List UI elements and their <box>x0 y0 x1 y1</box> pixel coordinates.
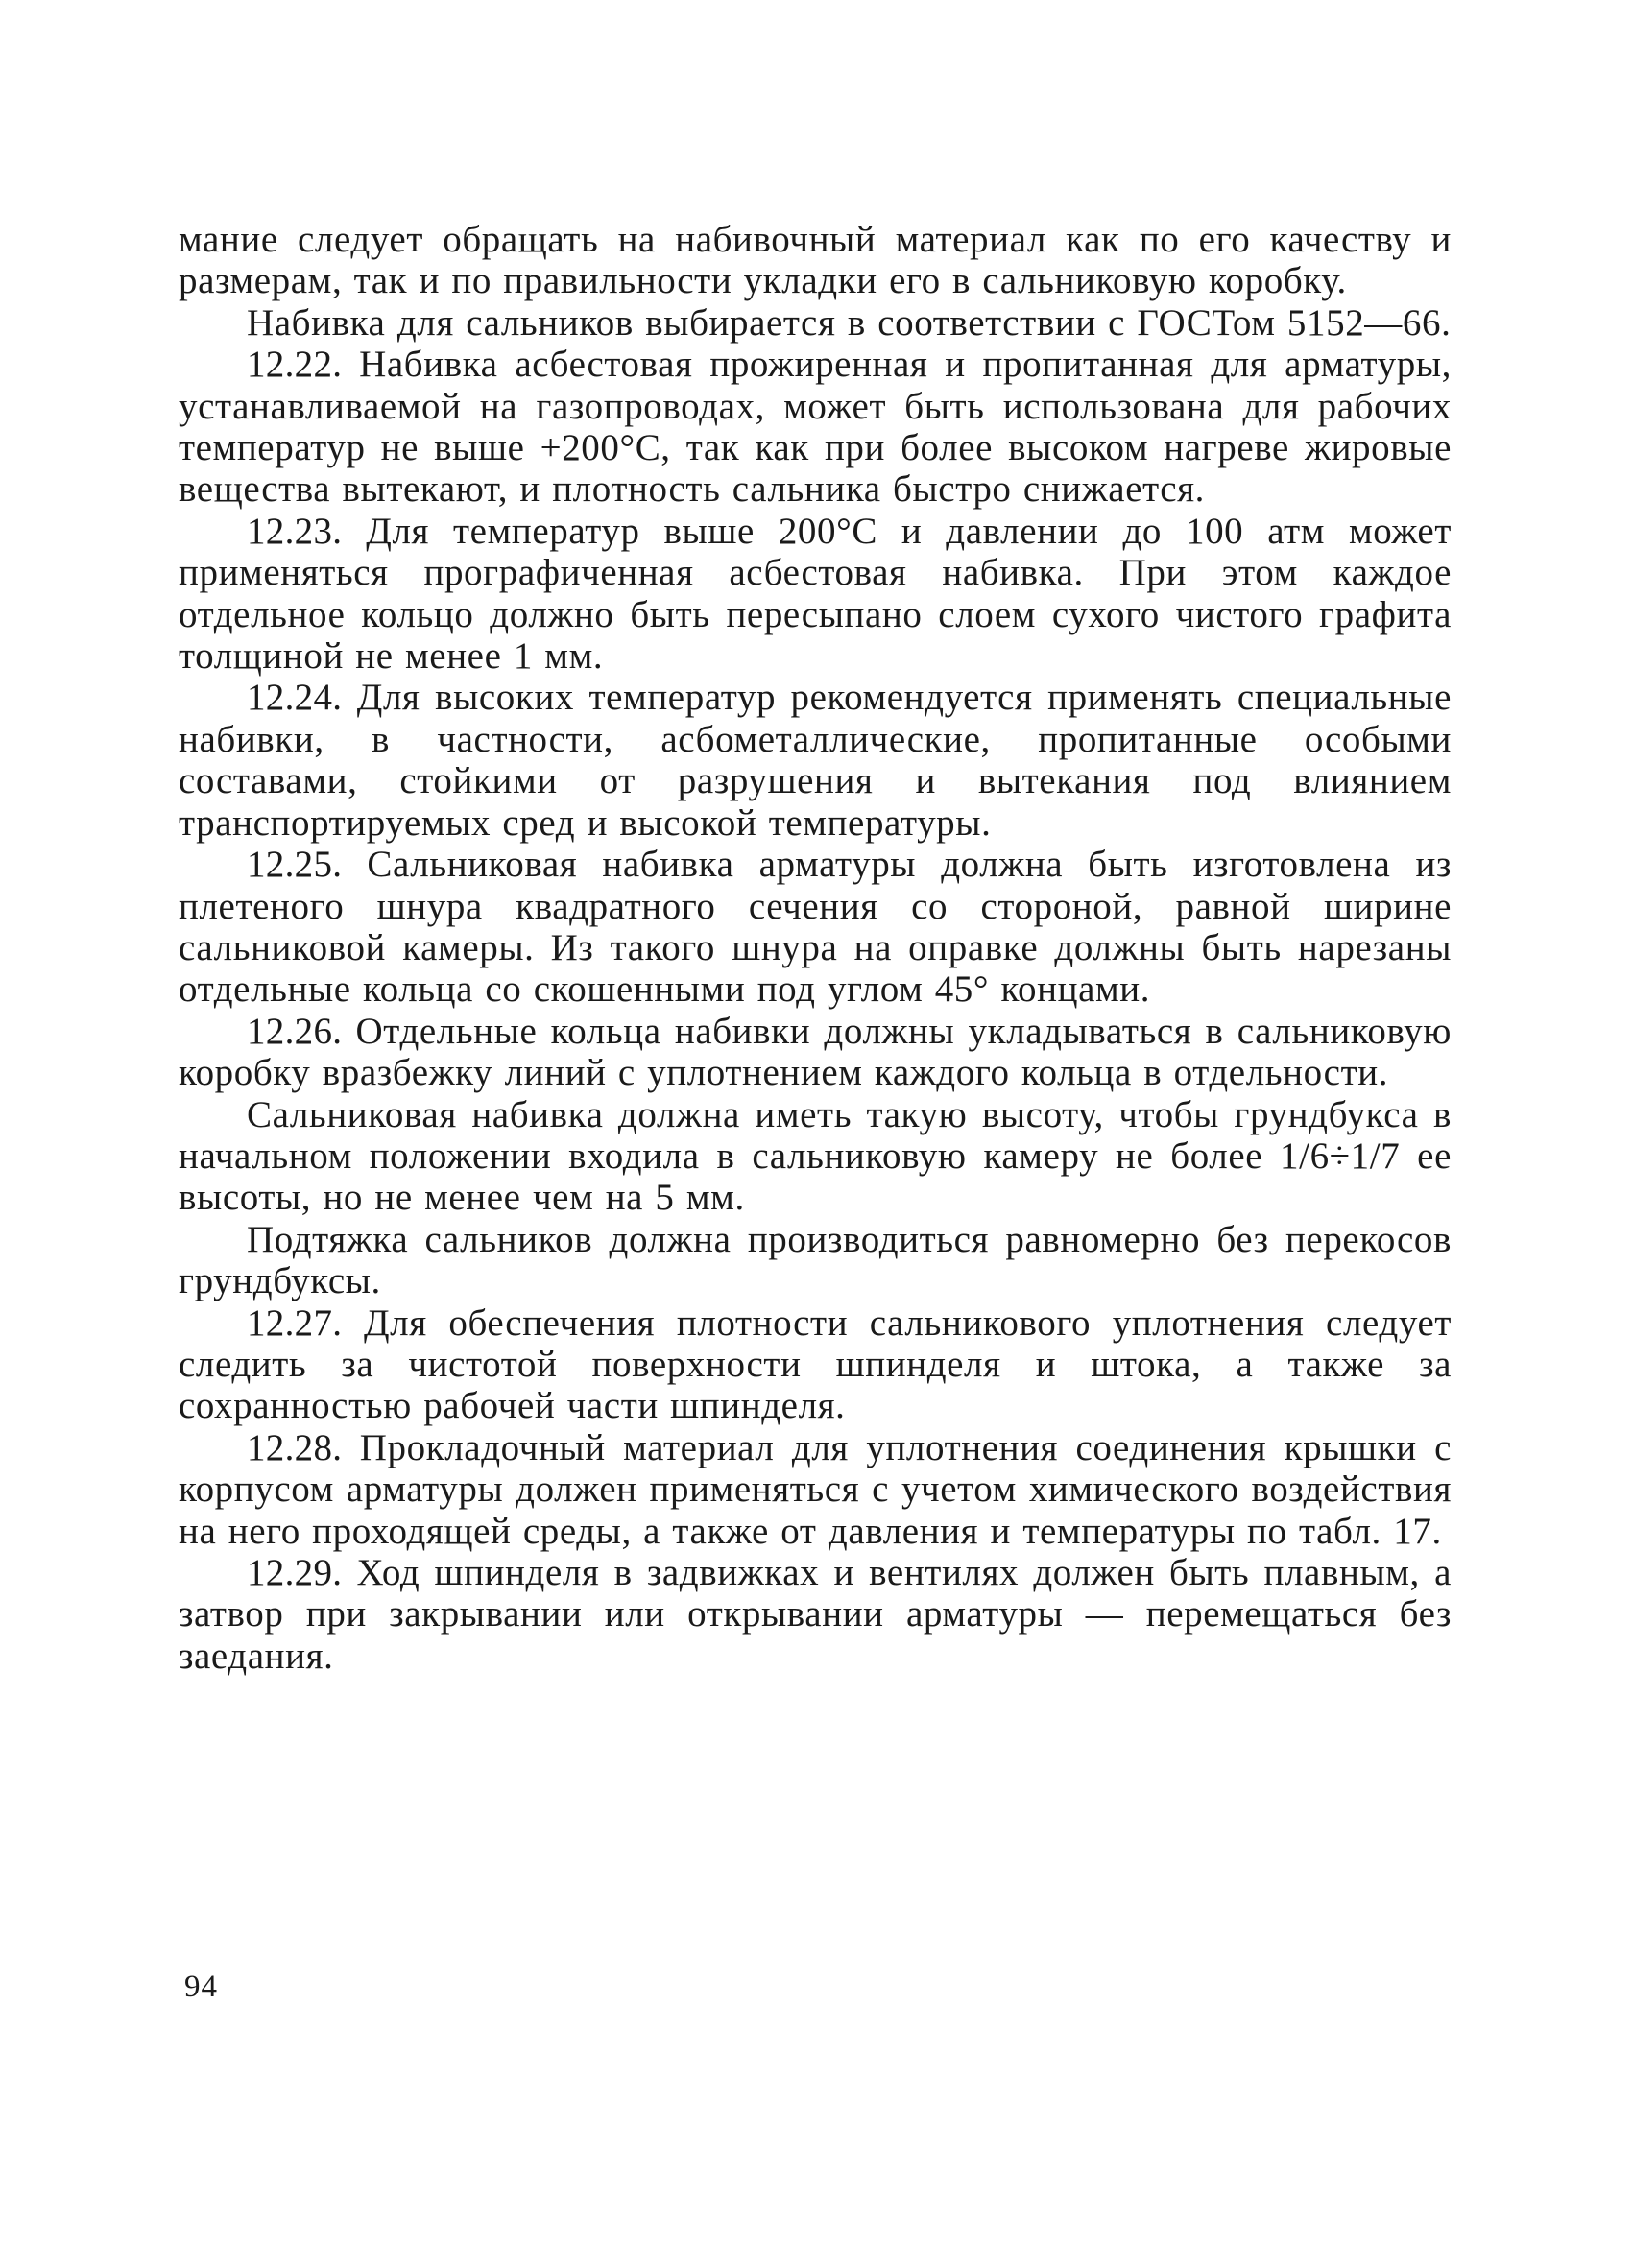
paragraph-text: Набивка для сальников выбирается в соответствии с ГОСТом 5152—66. <box>247 301 1452 344</box>
paragraph-12-24 <box>179 677 1452 844</box>
paragraph-12-29 <box>179 1552 1452 1677</box>
paragraph-text: Для высоких температур рекомендуется применять специальные набивки, в частности, асбометаллические, пропитанные особыми составами, стойкими от разрушения и вытекания под влиянием транспортируемых сред и высокой температуры. <box>179 677 1452 844</box>
paragraph-text: мание следует обращать на набивочный материал как по его качеству и размерам, так и по правильности укладки его в сальниковую коробку. <box>179 219 1452 302</box>
section-number: 12.28. <box>247 1426 343 1468</box>
paragraph-tightening <box>179 1219 1452 1302</box>
paragraph-text: Прокладочный материал для уплотнения соединения крышки с корпусом арматуры должен применяться с учетом химического воздействия на него проходящей среды, а также от давления и температуры по табл. 17. <box>179 1426 1452 1552</box>
section-number: 12.27. <box>247 1301 343 1344</box>
paragraph-12-27 <box>179 1302 1452 1427</box>
paragraph-continuation <box>179 219 1452 302</box>
paragraph-text: Сальниковая набивка должна иметь такую высоту, чтобы грундбукса в начальном положении входила в сальниковую камеру не более 1/6÷1/7 ее высоты, но не менее чем на 5 мм. <box>179 1093 1452 1219</box>
paragraph-text: Для обеспечения плотности сальникового уплотнения следует следить за чистотой поверхности шпинделя и штока, а также за сохранностью рабочей части шпинделя. <box>179 1301 1452 1427</box>
paragraph-12-23 <box>179 511 1452 678</box>
section-number: 12.23. <box>247 510 343 552</box>
page-body <box>179 219 1452 1677</box>
section-number: 12.22. <box>247 344 343 386</box>
section-number: 12.24. <box>247 677 343 719</box>
paragraph-text: Отдельные кольца набивки должны укладываться в сальниковую коробку вразбежку линий с уплотнением каждого кольца в отдельности. <box>179 1010 1452 1094</box>
paragraph-text: Сальниковая набивка арматуры должна быть изготовлена из плетеного шнура квадратного сечения со стороной, равной ширине сальниковой камеры. Из такого шнура на оправке должны быть нарезаны отдельные кольца со скошенными под углом 45° концами. <box>179 844 1452 1011</box>
paragraph-12-28 <box>179 1427 1452 1552</box>
paragraph-text: Подтяжка сальников должна производиться равномерно без перекосов грундбуксы. <box>179 1218 1452 1302</box>
section-number: 12.25. <box>247 844 343 886</box>
paragraph-12-25 <box>179 844 1452 1011</box>
paragraph-12-22 <box>179 344 1452 511</box>
section-number: 12.29. <box>247 1552 343 1593</box>
paragraph-text: Набивка асбестовая прожиренная и пропитанная для арматуры, устанавливаемой на газопроводах, может быть использована для рабочих температур не выше +200°C, так как при более высоком нагреве жировые вещества вытекают, и плотность сальника быстро снижается. <box>179 344 1452 511</box>
paragraph-gost <box>179 302 1452 344</box>
page-number: 94 <box>184 1970 218 2004</box>
paragraph-text: Для температур выше 200°C и давлении до 100 атм может применяться прографиченная асбестовая набивка. При этом каждое отдельное кольцо должно быть пересыпано слоем сухого чистого графита толщиной не менее 1 мм. <box>179 510 1452 678</box>
section-number: 12.26. <box>247 1010 343 1052</box>
paragraph-text: Ход шпинделя в задвижках и вентилях должен быть плавным, а затвор при закрывании или открывании арматуры — перемещаться без заедания. <box>179 1552 1453 1677</box>
paragraph-packing-height <box>179 1094 1452 1219</box>
paragraph-12-26 <box>179 1011 1452 1094</box>
